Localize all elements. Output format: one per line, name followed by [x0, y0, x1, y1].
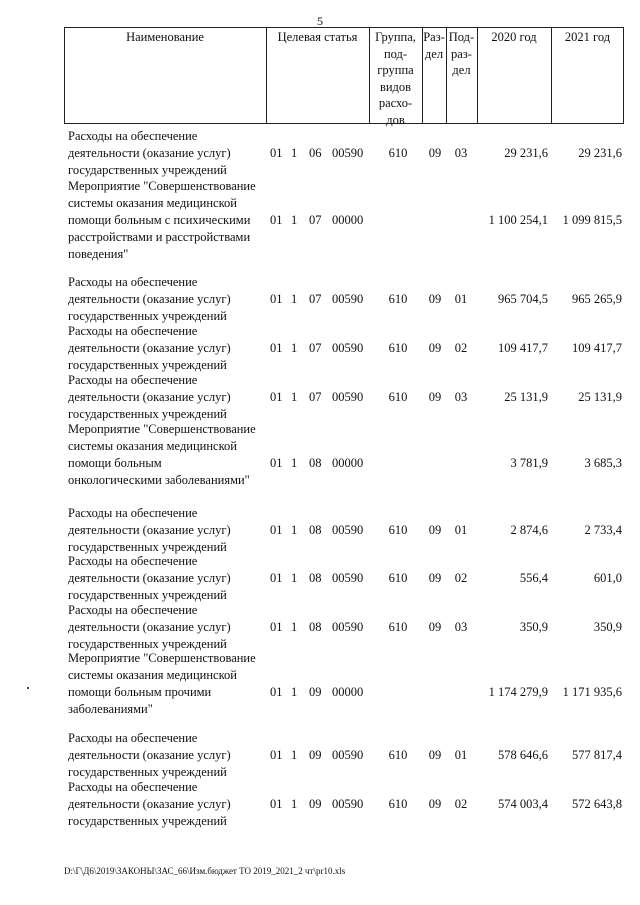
row-name: Расходы на обеспечение деятельности (оказание услуг) государственных учреждений [68, 603, 231, 651]
target-direction: 00000 [332, 213, 364, 227]
podrazdel: 03 [454, 146, 468, 160]
value-2021: 601,0 [593, 571, 622, 585]
razdel: 09 [428, 620, 442, 634]
podrazdel: 02 [454, 571, 468, 585]
target-program: 01 [270, 797, 283, 811]
target-direction: 00000 [332, 456, 364, 470]
target-program: 01 [270, 213, 283, 227]
value-2021: 965 265,9 [572, 292, 622, 306]
row-name: Расходы на обеспечение деятельности (оказание услуг) государственных учреждений [68, 129, 231, 177]
row-name: Мероприятие "Совершенствование системы оказания медицинской помощи больным прочими заболеваниями" [68, 651, 256, 716]
expense-group: 610 [388, 620, 408, 634]
header-group: Группа, под- группа видов расхо- дов [375, 30, 416, 127]
expense-group: 610 [388, 292, 408, 306]
razdel: 09 [428, 797, 442, 811]
header-2020: 2020 год [491, 30, 537, 44]
row-name: Расходы на обеспечение деятельности (оказание услуг) государственных учреждений [68, 275, 231, 323]
target-event: 07 [309, 390, 322, 404]
target-direction: 00590 [332, 748, 364, 762]
target-event: 07 [309, 213, 322, 227]
file-path-footer: D:\Г\Д6\2019\ЗАКОНЫ\ЗАС_66\Изм.бюджет ТО 2019_2021_2 чт\pr10.xls [64, 866, 346, 876]
expense-group: 610 [388, 523, 408, 537]
value-2021: 3 685,3 [584, 456, 622, 470]
value-2020: 1 174 279,9 [488, 685, 548, 699]
target-event: 09 [309, 748, 322, 762]
row-name: Мероприятие "Совершенствование системы оказания медицинской помощи больным с психическими расстройствами и расстройствами поведения" [68, 179, 256, 261]
value-2021: 350,9 [593, 620, 622, 634]
target-direction: 00590 [332, 390, 364, 404]
value-2020: 25 131,9 [504, 390, 548, 404]
value-2021: 577 817,4 [572, 748, 622, 762]
value-2020: 556,4 [519, 571, 548, 585]
value-2021: 2 733,4 [584, 523, 622, 537]
expense-group: 610 [388, 571, 408, 585]
target-event: 08 [309, 456, 322, 470]
target-event: 08 [309, 620, 322, 634]
row-name: Расходы на обеспечение деятельности (оказание услуг) государственных учреждений [68, 780, 231, 828]
target-program: 01 [270, 146, 283, 160]
target-program: 01 [270, 685, 283, 699]
value-2020: 29 231,6 [504, 146, 548, 160]
razdel: 09 [428, 523, 442, 537]
target-program: 01 [270, 571, 283, 585]
podrazdel: 03 [454, 620, 468, 634]
value-2021: 572 643,8 [572, 797, 622, 811]
header-target: Целевая статья [277, 30, 358, 44]
target-direction: 00590 [332, 341, 364, 355]
value-2021: 25 131,9 [578, 390, 622, 404]
expense-group: 610 [388, 797, 408, 811]
expense-group: 610 [388, 390, 408, 404]
target-direction: 00000 [332, 685, 364, 699]
scan-speck [27, 687, 29, 689]
target-subprogram: 1 [291, 685, 298, 699]
target-subprogram: 1 [291, 797, 298, 811]
target-event: 08 [309, 523, 322, 537]
razdel: 09 [428, 292, 442, 306]
header-razdel: Раз- дел [423, 30, 445, 61]
target-event: 09 [309, 685, 322, 699]
target-program: 01 [270, 341, 283, 355]
podrazdel: 01 [454, 748, 468, 762]
target-event: 07 [309, 292, 322, 306]
header-2021: 2021 год [564, 30, 611, 44]
expense-group: 610 [388, 146, 408, 160]
target-subprogram: 1 [291, 390, 298, 404]
target-subprogram: 1 [291, 341, 298, 355]
value-2021: 29 231,6 [578, 146, 622, 160]
target-program: 01 [270, 390, 283, 404]
target-subprogram: 1 [291, 571, 298, 585]
target-direction: 00590 [332, 620, 364, 634]
value-2021: 109 417,7 [572, 341, 622, 355]
value-2020: 574 003,4 [498, 797, 548, 811]
row-name: Расходы на обеспечение деятельности (оказание услуг) государственных учреждений [68, 324, 231, 372]
target-program: 01 [270, 620, 283, 634]
podrazdel: 02 [454, 797, 468, 811]
value-2020: 965 704,5 [498, 292, 548, 306]
header-podrazdel: Под- раз- дел [448, 30, 475, 77]
target-event: 09 [309, 797, 322, 811]
target-event: 06 [309, 146, 322, 160]
target-direction: 00590 [332, 571, 364, 585]
target-subprogram: 1 [291, 213, 298, 227]
razdel: 09 [428, 146, 442, 160]
value-2020: 350,9 [519, 620, 548, 634]
target-subprogram: 1 [291, 292, 298, 306]
target-direction: 00590 [332, 523, 364, 537]
target-program: 01 [270, 292, 283, 306]
podrazdel: 03 [454, 390, 468, 404]
target-subprogram: 1 [291, 748, 298, 762]
razdel: 09 [428, 571, 442, 585]
razdel: 09 [428, 341, 442, 355]
value-2021: 1 099 815,5 [562, 213, 622, 227]
target-subprogram: 1 [291, 456, 298, 470]
target-subprogram: 1 [291, 146, 298, 160]
target-program: 01 [270, 456, 283, 470]
target-event: 08 [309, 571, 322, 585]
row-name: Расходы на обеспечение деятельности (оказание услуг) государственных учреждений [68, 554, 231, 602]
value-2020: 109 417,7 [498, 341, 548, 355]
value-2021: 1 171 935,6 [562, 685, 622, 699]
row-name: Расходы на обеспечение деятельности (оказание услуг) государственных учреждений [68, 373, 231, 421]
target-direction: 00590 [332, 797, 364, 811]
value-2020: 3 781,9 [510, 456, 548, 470]
row-name: Расходы на обеспечение деятельности (оказание услуг) государственных учреждений [68, 731, 231, 779]
value-2020: 2 874,6 [510, 523, 548, 537]
row-name: Расходы на обеспечение деятельности (оказание услуг) государственных учреждений [68, 506, 231, 554]
podrazdel: 01 [454, 292, 468, 306]
row-name: Мероприятие "Совершенствование системы оказания медицинской помощи больным онкологическими заболеваниями" [68, 422, 256, 487]
target-subprogram: 1 [291, 523, 298, 537]
expense-group: 610 [388, 341, 408, 355]
target-subprogram: 1 [291, 620, 298, 634]
header-name: Наименование [126, 30, 204, 44]
podrazdel: 02 [454, 341, 468, 355]
podrazdel: 01 [454, 523, 468, 537]
value-2020: 578 646,6 [498, 748, 548, 762]
value-2020: 1 100 254,1 [488, 213, 548, 227]
target-direction: 00590 [332, 146, 364, 160]
target-direction: 00590 [332, 292, 364, 306]
razdel: 09 [428, 748, 442, 762]
target-program: 01 [270, 523, 283, 537]
target-event: 07 [309, 341, 322, 355]
target-program: 01 [270, 748, 283, 762]
expense-group: 610 [388, 748, 408, 762]
page-number: 5 [317, 14, 323, 28]
razdel: 09 [428, 390, 442, 404]
